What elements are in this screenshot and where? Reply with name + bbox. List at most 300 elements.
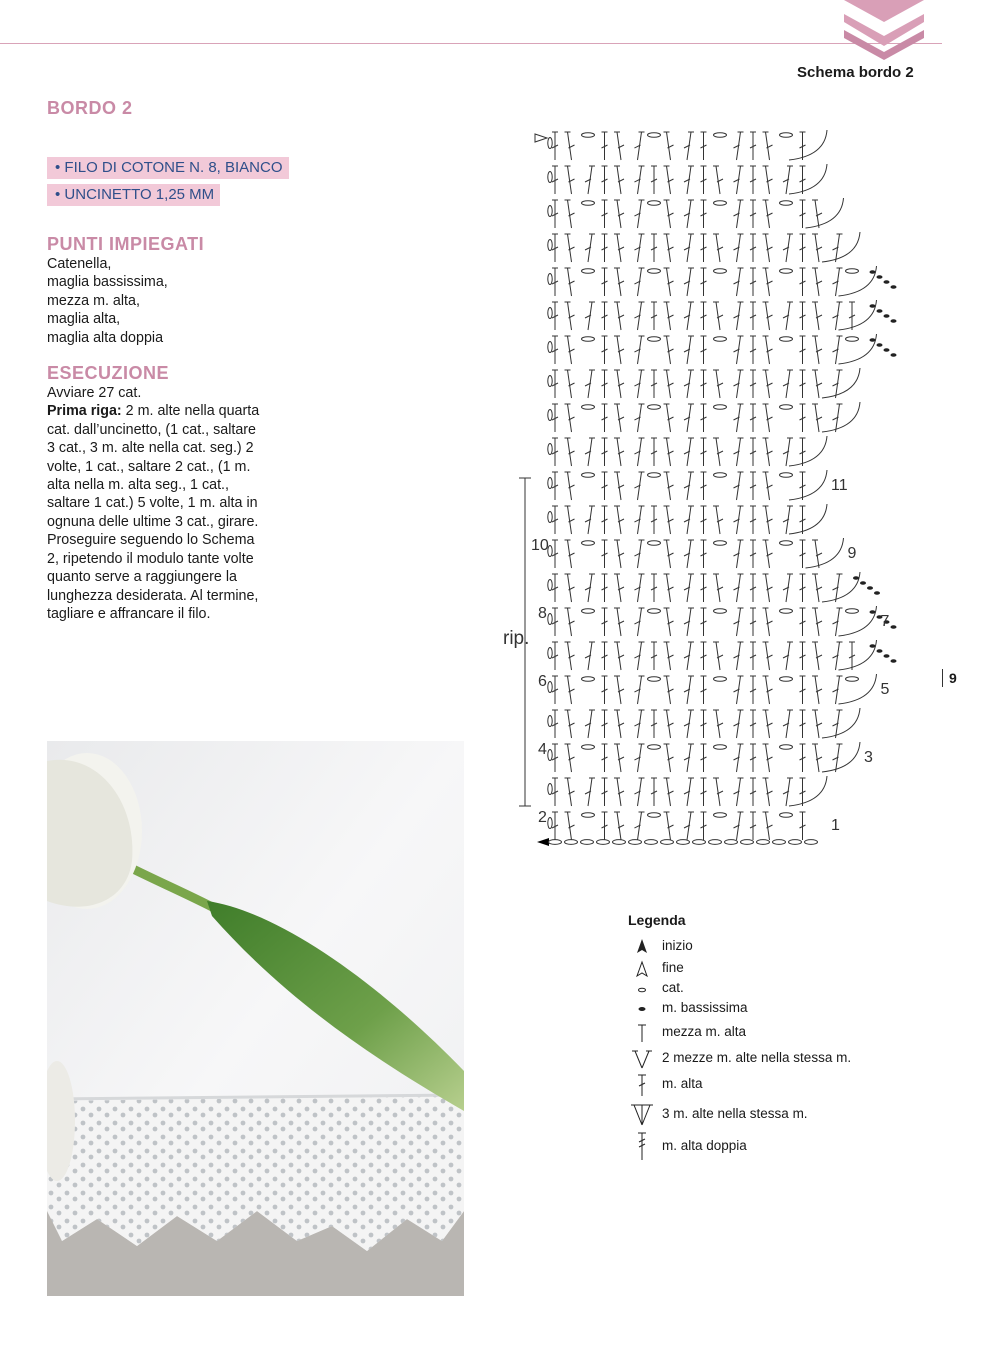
double-stitch (815, 540, 819, 568)
double-stitch (667, 200, 671, 228)
double-stitch (568, 506, 572, 534)
scallop-arc (839, 606, 877, 636)
double-stitch (667, 404, 671, 432)
chain-stitch (548, 818, 552, 829)
chain-stitch (582, 473, 595, 478)
legend-item (628, 998, 908, 1018)
chain-stitch (548, 682, 552, 693)
slip-stitch-dot (877, 309, 883, 313)
double-stitch (815, 608, 819, 636)
chain-stitch (548, 308, 552, 319)
chain-stitch (780, 133, 793, 138)
chain-stitch (548, 172, 552, 183)
scallop-arc (822, 572, 860, 602)
chain-stitch (780, 541, 793, 546)
scallop-arc (806, 198, 844, 228)
chain-stitch (780, 405, 793, 410)
chain-stitch (613, 840, 626, 845)
double-stitch (815, 200, 819, 228)
slip-stitch-dot (891, 353, 897, 357)
double-stitch (815, 302, 819, 330)
legend-label: fine (662, 960, 684, 975)
row-number: 8 (538, 605, 547, 622)
chain-stitch (693, 840, 706, 845)
chain-stitch (648, 337, 661, 342)
double-stitch (667, 710, 671, 738)
execution-rest: Proseguire seguendo lo Schema 2, ripetendo il modulo tante volte quanto serve a raggiungere la lunghezza desiderata. Al termine, tagliare e affrancare il filo. (47, 532, 259, 622)
slip-stitch-dot (853, 576, 859, 580)
first-row-label: Prima riga: (47, 403, 122, 420)
double-stitch (667, 302, 671, 330)
row-number: 3 (864, 749, 873, 766)
double-stitch (716, 234, 720, 262)
crochet-chart (495, 105, 915, 855)
double-stitch (617, 132, 621, 160)
double-stitch (766, 812, 770, 840)
double-stitch (568, 166, 572, 194)
double-stitch (568, 574, 572, 602)
legend-label: inizio (662, 938, 693, 953)
scallop-arc (822, 708, 860, 738)
double-stitch (766, 608, 770, 636)
double-stitch (667, 268, 671, 296)
stitches-list (47, 255, 267, 347)
pattern-text (47, 98, 283, 623)
chain-stitch (548, 614, 552, 625)
legend-label: m. alta (662, 1076, 703, 1091)
double-stitch (766, 472, 770, 500)
slip-stitch-dot (891, 285, 897, 289)
chain-stitch (645, 840, 658, 845)
chain-stitch (549, 840, 562, 845)
stitches-heading: PUNTI IMPIEGATI (47, 234, 205, 254)
slip-stitch-dot (891, 625, 897, 629)
double-stitch (766, 506, 770, 534)
chevron-logo-icon (838, 0, 930, 62)
chain-stitch (582, 541, 595, 546)
chain-stitch (548, 478, 552, 489)
double-stitch (667, 676, 671, 704)
double-stitch (568, 336, 572, 364)
double-stitch (568, 132, 572, 160)
row-number: 4 (538, 741, 547, 758)
double-stitch (667, 166, 671, 194)
double-stitch (766, 200, 770, 228)
double-stitch (815, 574, 819, 602)
double-stitch (667, 608, 671, 636)
material-hook: • UNCINETTO 1,25 MM (47, 184, 220, 206)
legend (628, 912, 908, 1156)
double-stitch (766, 234, 770, 262)
three-double-icon (628, 1104, 656, 1126)
double-stitch (716, 166, 720, 194)
two-half-double-icon (628, 1048, 656, 1070)
double-stitch (568, 268, 572, 296)
scallop-arc (789, 776, 827, 806)
half-double-icon (628, 1022, 656, 1044)
legend-label: cat. (662, 980, 684, 995)
chain-stitch (846, 677, 859, 682)
double-stitch (667, 370, 671, 398)
legend-item (628, 958, 908, 978)
double-stitch (766, 438, 770, 466)
double-stitch (617, 608, 621, 636)
slip-stitch-icon (628, 998, 656, 1020)
chain-stitch (780, 677, 793, 682)
legend-item (628, 978, 908, 998)
chain-stitch (709, 840, 722, 845)
header-rule (0, 43, 942, 44)
chain-stitch (714, 677, 727, 682)
scallop-arc (839, 640, 877, 670)
chain-stitch (714, 813, 727, 818)
double-stitch (815, 268, 819, 296)
chain-stitch (773, 840, 786, 845)
slip-stitch-dot (870, 270, 876, 274)
scallop-arc (839, 300, 877, 330)
tulip-lace-photo (47, 741, 464, 1296)
slip-stitch-dot (884, 314, 890, 318)
double-stitch (667, 472, 671, 500)
slip-stitch-dot (870, 644, 876, 648)
chain-stitch (714, 473, 727, 478)
chain-stitch (565, 840, 578, 845)
scallop-arc (839, 266, 877, 296)
chain-stitch (757, 840, 770, 845)
legend-item (628, 1136, 908, 1156)
double-stitch (568, 540, 572, 568)
chain-stitch (548, 784, 552, 795)
scallop-arc (789, 164, 827, 194)
double-stitch (617, 336, 621, 364)
chain-stitch (582, 337, 595, 342)
chain-stitch (582, 201, 595, 206)
slip-stitch-dot (884, 348, 890, 352)
slip-stitch-dot (884, 280, 890, 284)
chain-stitch (780, 813, 793, 818)
stitch-item: mezza m. alta, (47, 292, 140, 309)
double-stitch (568, 744, 572, 772)
double-stitch (815, 336, 819, 364)
double-stitch (568, 778, 572, 806)
chain-stitch (780, 269, 793, 274)
scallop-arc (789, 130, 827, 160)
slip-stitch-dot (877, 343, 883, 347)
double-stitch (568, 370, 572, 398)
double-stitch (617, 778, 621, 806)
legend-label: mezza m. alta (662, 1024, 747, 1039)
double-stitch (766, 132, 770, 160)
stitch-item: maglia alta, (47, 311, 121, 328)
chain-stitch (661, 840, 674, 845)
chain-stitch (714, 133, 727, 138)
double-stitch (716, 778, 720, 806)
start-arrow-icon (628, 936, 656, 958)
scallop-arc (822, 368, 860, 398)
double-stitch (617, 438, 621, 466)
chain-stitch (714, 201, 727, 206)
double-stitch (568, 812, 572, 840)
double-stitch (617, 540, 621, 568)
row-number: 6 (538, 673, 547, 690)
chain-stitch (677, 840, 690, 845)
chain-stitch (714, 405, 727, 410)
double-stitch (667, 812, 671, 840)
scallop-arc (789, 504, 827, 534)
double-stitch (617, 166, 621, 194)
chain-stitch (648, 201, 661, 206)
double-stitch (766, 370, 770, 398)
chain-stitch (548, 750, 552, 761)
double-stitch (815, 676, 819, 704)
chain-stitch (805, 840, 818, 845)
slip-stitch-dot (870, 304, 876, 308)
double-stitch (766, 540, 770, 568)
legend-label: 2 mezze m. alte nella stessa m. (662, 1050, 852, 1065)
material-thread: • FILO DI COTONE N. 8, BIANCO (47, 157, 289, 179)
start-arrow-icon (537, 838, 549, 846)
chain-stitch (548, 138, 552, 149)
chain-stitch (789, 840, 802, 845)
chain-stitch (648, 473, 661, 478)
chain-stitch (648, 541, 661, 546)
chain-stitch (648, 609, 661, 614)
double-stitch (617, 676, 621, 704)
double-stitch (815, 642, 819, 670)
slip-stitch-dot (870, 338, 876, 342)
chain-stitch (648, 269, 661, 274)
double-stitch (667, 540, 671, 568)
chain-stitch (648, 813, 661, 818)
double-stitch (617, 472, 621, 500)
chain-stitch (714, 337, 727, 342)
chain-stitch (780, 745, 793, 750)
double-stitch (716, 370, 720, 398)
slip-stitch-dot (860, 581, 866, 585)
legend-item (628, 1074, 908, 1094)
double-stitch (815, 404, 819, 432)
chain-stitch (582, 677, 595, 682)
double-stitch (617, 744, 621, 772)
scallop-arc (806, 538, 844, 568)
chain-stitch (714, 269, 727, 274)
chain-stitch (846, 609, 859, 614)
execution-intro: Avviare 27 cat. (47, 385, 142, 402)
double-stitch (716, 710, 720, 738)
legend-title: Legenda (628, 912, 686, 928)
double-stitch (617, 234, 621, 262)
double-stitch (667, 574, 671, 602)
row-number: 7 (880, 613, 890, 630)
stitch-item: maglia bassissima, (47, 274, 168, 291)
scallop-arc (789, 436, 827, 466)
page-number: 9 (942, 669, 957, 687)
slip-stitch-dot (874, 591, 880, 595)
double-stitch (617, 302, 621, 330)
row-number: 5 (880, 681, 890, 698)
double-stitch (766, 268, 770, 296)
double-stitch (617, 200, 621, 228)
double-stitch (667, 744, 671, 772)
double-stitch (617, 506, 621, 534)
double-stitch (568, 200, 572, 228)
first-row-text: 2 m. alte nella quarta cat. dall’uncinetto, (1 cat., saltare 3 cat., 3 m. alte nella cat. seg.) 2 volte, 1 cat., saltare 2 cat., (1 m. alta nella m. alta seg., 1 cat., saltare 1 cat.) 5 volte, 1 m. alta in ognuna delle ultime 3 cat., girare. (47, 403, 260, 530)
chain-stitch (741, 840, 754, 845)
chain-stitch (548, 240, 552, 251)
scallop-arc (822, 232, 860, 262)
double-stitch (568, 234, 572, 262)
scallop-arc (822, 742, 860, 772)
chain-stitch (846, 269, 859, 274)
double-stitch (766, 336, 770, 364)
chain-stitch (597, 840, 610, 845)
double-stitch (617, 574, 621, 602)
row-number: 10 (531, 537, 549, 554)
double-stitch (568, 608, 572, 636)
double-stitch (766, 744, 770, 772)
chain-stitch (780, 609, 793, 614)
double-stitch (667, 234, 671, 262)
chain-stitch (714, 745, 727, 750)
double-stitch (617, 642, 621, 670)
chain-stitch (582, 405, 595, 410)
chain-stitch (780, 337, 793, 342)
scallop-arc (789, 470, 827, 500)
double-stitch (617, 404, 621, 432)
stitch-item: maglia alta doppia (47, 329, 164, 346)
double-stitch (568, 472, 572, 500)
slip-stitch-dot (884, 654, 890, 658)
chain-stitch (548, 376, 552, 387)
chain-stitch (548, 444, 552, 455)
double-stitch (617, 710, 621, 738)
scallop-arc (839, 334, 877, 364)
double-stitch (568, 676, 572, 704)
double-stitch (766, 404, 770, 432)
double-stitch (815, 370, 819, 398)
chain-stitch (548, 206, 552, 217)
chain-stitch (780, 473, 793, 478)
double-stitch (716, 302, 720, 330)
chain-stitch (780, 201, 793, 206)
double-stitch (568, 404, 572, 432)
pattern-title: BORDO 2 (47, 98, 133, 118)
double-stitch (815, 744, 819, 772)
double-stitch (568, 642, 572, 670)
double-stitch (766, 642, 770, 670)
end-arrow-icon (628, 958, 656, 980)
chain-stitch (629, 840, 642, 845)
execution-text (47, 384, 267, 623)
double-stitch (766, 166, 770, 194)
double-stitch (716, 574, 720, 602)
treble-crochet-icon (628, 1132, 656, 1160)
chain-stitch (648, 677, 661, 682)
slip-stitch-dot (867, 586, 873, 590)
end-arrow-icon (535, 134, 547, 142)
double-stitch (667, 438, 671, 466)
row-number: 9 (847, 545, 857, 562)
legend-label: m. bassissima (662, 1000, 748, 1015)
double-stitch (815, 710, 819, 738)
chain-stitch (648, 405, 661, 410)
double-stitch (716, 642, 720, 670)
execution-heading: ESECUZIONE (47, 363, 170, 384)
chain-stitch (548, 648, 552, 659)
legend-item (628, 936, 908, 956)
chain-stitch (714, 541, 727, 546)
double-stitch (667, 336, 671, 364)
double-stitch (667, 132, 671, 160)
slip-stitch-dot (891, 659, 897, 663)
double-stitch (766, 710, 770, 738)
double-stitch (617, 812, 621, 840)
legend-label: m. alta doppia (662, 1138, 747, 1153)
double-stitch (667, 778, 671, 806)
double-stitch (568, 710, 572, 738)
chain-stitch (582, 813, 595, 818)
double-stitch (766, 778, 770, 806)
chain-stitch (582, 133, 595, 138)
chain-stitch (582, 745, 595, 750)
slip-stitch-dot (891, 319, 897, 323)
double-stitch (766, 574, 770, 602)
legend-label: 3 m. alte nella stessa m. (662, 1106, 808, 1121)
chain-stitch (582, 269, 595, 274)
double-stitch (667, 506, 671, 534)
legend-item (628, 1022, 908, 1042)
scallop-arc (839, 674, 877, 704)
chain-icon (628, 978, 656, 1000)
double-stitch (667, 642, 671, 670)
double-stitch (568, 438, 572, 466)
chain-stitch (725, 840, 738, 845)
materials (47, 157, 283, 206)
scallop-arc (822, 402, 860, 432)
double-stitch (766, 676, 770, 704)
chain-stitch (548, 274, 552, 285)
chain-stitch (548, 716, 552, 727)
chain-stitch (648, 133, 661, 138)
slip-stitch-dot (877, 275, 883, 279)
double-stitch (617, 268, 621, 296)
chain-stitch (548, 342, 552, 353)
double-stitch (716, 438, 720, 466)
schema-title: Schema bordo 2 (797, 64, 914, 81)
chain-stitch (846, 337, 859, 342)
chain-stitch (648, 745, 661, 750)
repeat-label: rip. (503, 628, 530, 649)
row-number: 11 (831, 477, 848, 494)
stitch-item: Catenella, (47, 256, 112, 272)
row-number: 1 (831, 817, 840, 834)
chain-stitch (581, 840, 594, 845)
chain-stitch (548, 410, 552, 421)
double-stitch (766, 302, 770, 330)
chain-stitch (548, 512, 552, 523)
double-stitch (568, 302, 572, 330)
chain-stitch (714, 609, 727, 614)
slip-stitch-dot (870, 610, 876, 614)
double-stitch (617, 370, 621, 398)
legend-item (628, 1104, 908, 1124)
chain-stitch (582, 609, 595, 614)
double-crochet-icon (628, 1074, 656, 1096)
chain-stitch (548, 580, 552, 591)
double-stitch (716, 506, 720, 534)
double-stitch (815, 234, 819, 262)
legend-item (628, 1048, 908, 1068)
